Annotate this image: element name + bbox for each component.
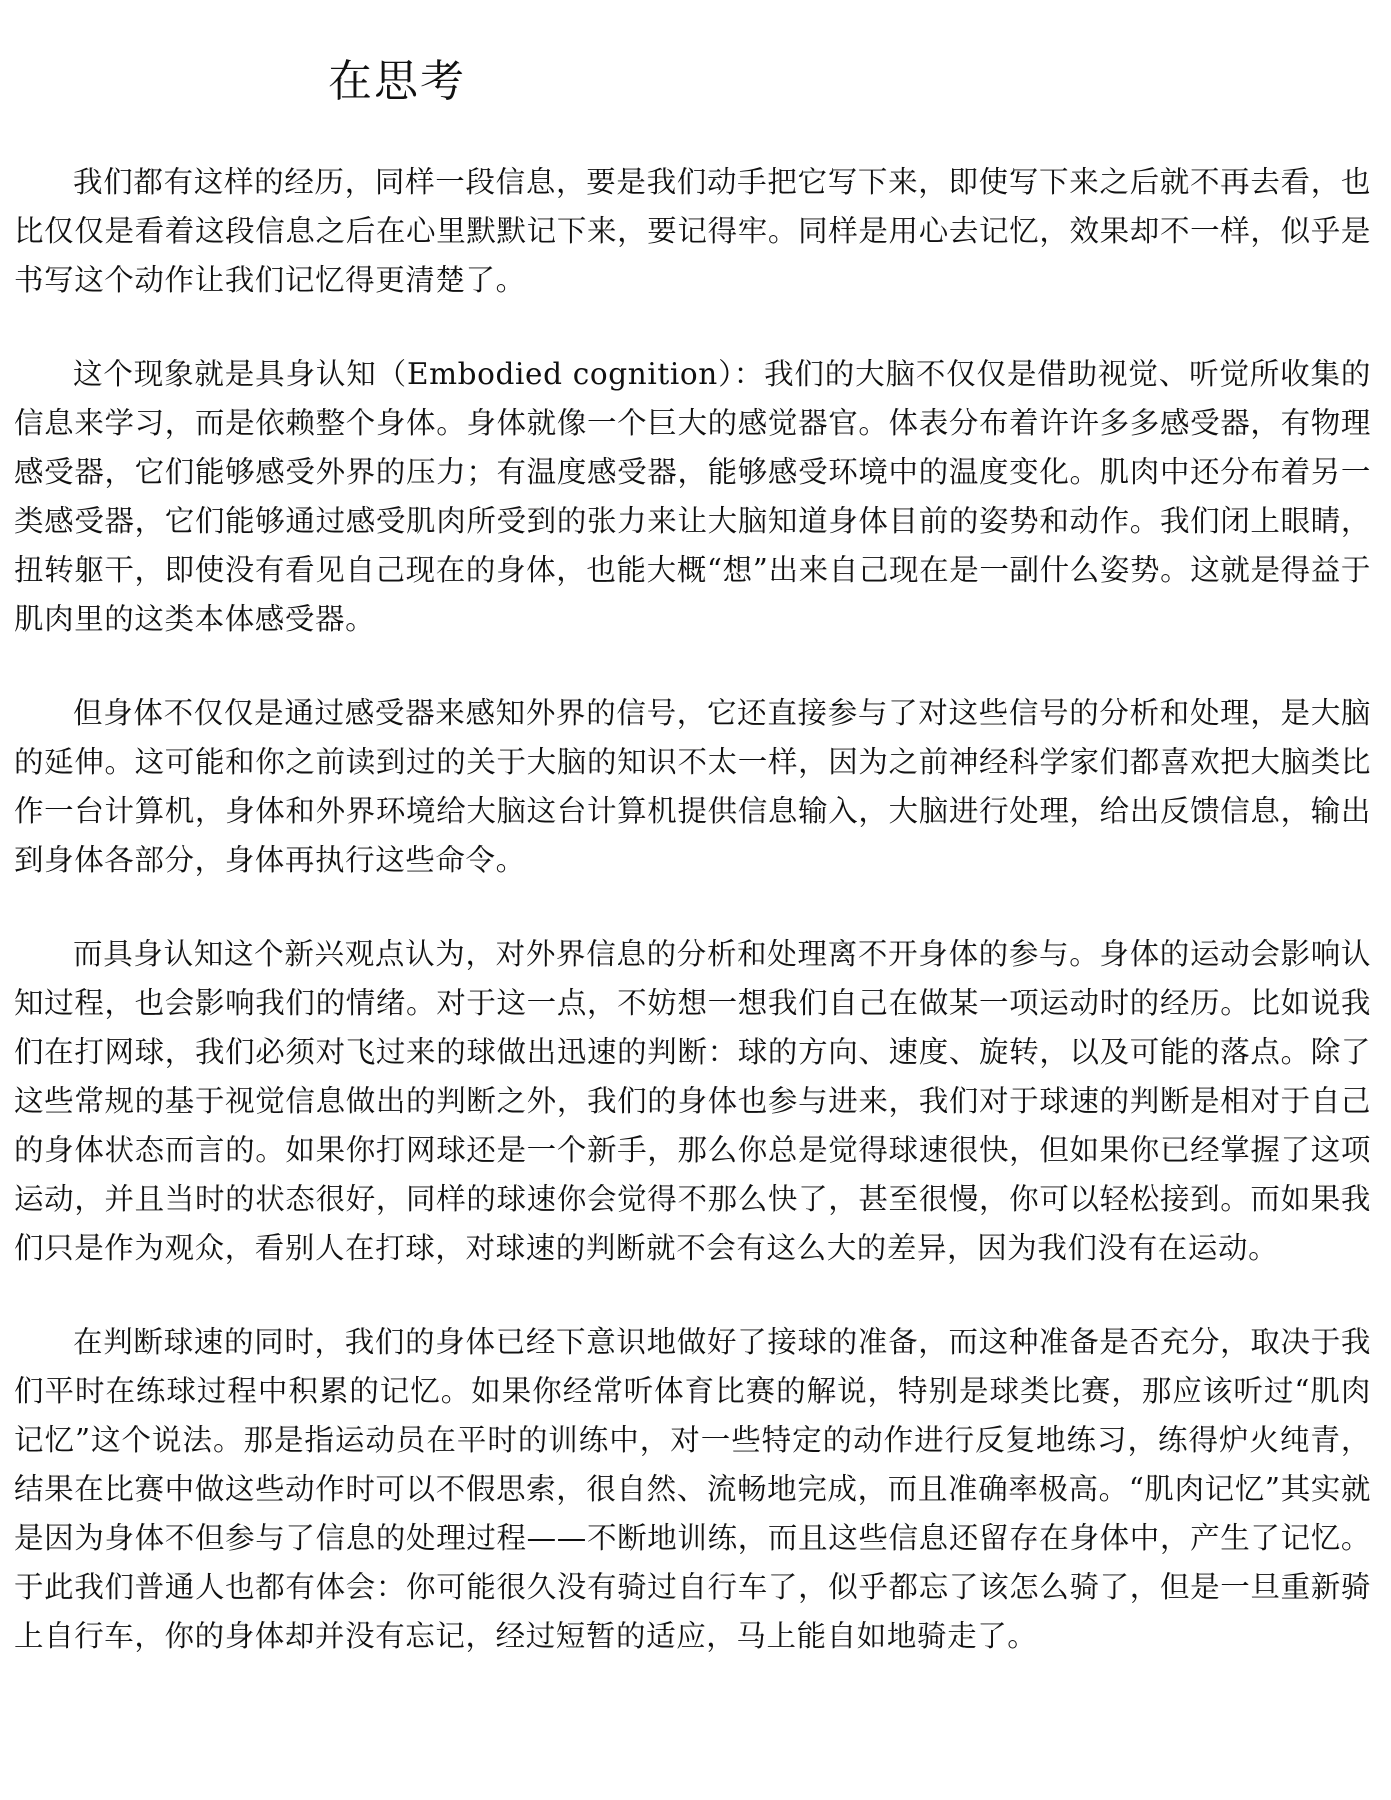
paragraph-5: 在判断球速的同时，我们的身体已经下意识地做好了接球的准备，而这种准备是否充分，取决于我们平时在练球过程中积累的记忆。如果你经常听体育比赛的解说，特别是球类比赛，那应该听过“肌肉记忆”这个说法。那是指运动员在平时的训练中，对一些特定的动作进行反复地练习，练得炉火纯青，结果在比赛中做这些动作时可以不假思索，很自然、流畅地完成，而且准确率极高。“肌肉记忆”其实就是因为身体不但参与了信息的处理过程——不断地训练，而且这些信息还留存在身体中，产生了记忆。于此我们普通人也都有体会：你可能很久没有骑过自行车了，似乎都忘了该怎么骑了，但是一旦重新骑上自行车，你的身体却并没有忘记，经过短暂的适应，马上能自如地骑走了。	[14, 1325, 1371, 1653]
document-body	[14, 158, 1371, 1706]
paragraph-4: 而具身认知这个新兴观点认为，对外界信息的分析和处理离不开身体的参与。身体的运动会影响认知过程，也会影响我们的情绪。对于这一点，不妨想一想我们自己在做某一项运动时的经历。比如说我们在打网球，我们必须对飞过来的球做出迅速的判断：球的方向、速度、旋转，以及可能的落点。除了这些常规的基于视觉信息做出的判断之外，我们的身体也参与进来，我们对于球速的判断是相对于自己的身体状态而言的。如果你打网球还是一个新手，那么你总是觉得球速很快，但如果你已经掌握了这项运动，并且当时的状态很好，同样的球速你会觉得不那么快了，甚至很慢，你可以轻松接到。而如果我们只是作为观众，看别人在打球，对球速的判断就不会有这么大的差异，因为我们没有在运动。	[14, 937, 1371, 1265]
page-title: 在思考	[328, 56, 466, 107]
paragraph-1: 我们都有这样的经历，同样一段信息，要是我们动手把它写下来，即使写下来之后就不再去看，也比仅仅是看着这段信息之后在心里默默记下来，要记得牢。同样是用心去记忆，效果却不一样，似乎是书写这个动作让我们记忆得更清楚了。	[14, 165, 1371, 297]
paragraph-2: 这个现象就是具身认知（Embodied cognition）：我们的大脑不仅仅是借助视觉、听觉所收集的信息来学习，而是依赖整个身体。身体就像一个巨大的感觉器官。体表分布着许许多多感受器，有物理感受器，它们能够感受外界的压力；有温度感受器，能够感受环境中的温度变化。肌肉中还分布着另一类感受器，它们能够通过感受肌肉所受到的张力来让大脑知道身体目前的姿势和动作。我们闭上眼睛，扭转躯干，即使没有看见自己现在的身体，也能大概“想”出来自己现在是一副什么姿势。这就是得益于肌肉里的这类本体感受器。	[14, 357, 1371, 636]
paragraph-3: 但身体不仅仅是通过感受器来感知外界的信号，它还直接参与了对这些信号的分析和处理，是大脑的延伸。这可能和你之前读到过的关于大脑的知识不太一样，因为之前神经科学家们都喜欢把大脑类比作一台计算机，身体和外界环境给大脑这台计算机提供信息输入，大脑进行处理，给出反馈信息，输出到身体各部分，身体再执行这些命令。	[14, 696, 1371, 877]
